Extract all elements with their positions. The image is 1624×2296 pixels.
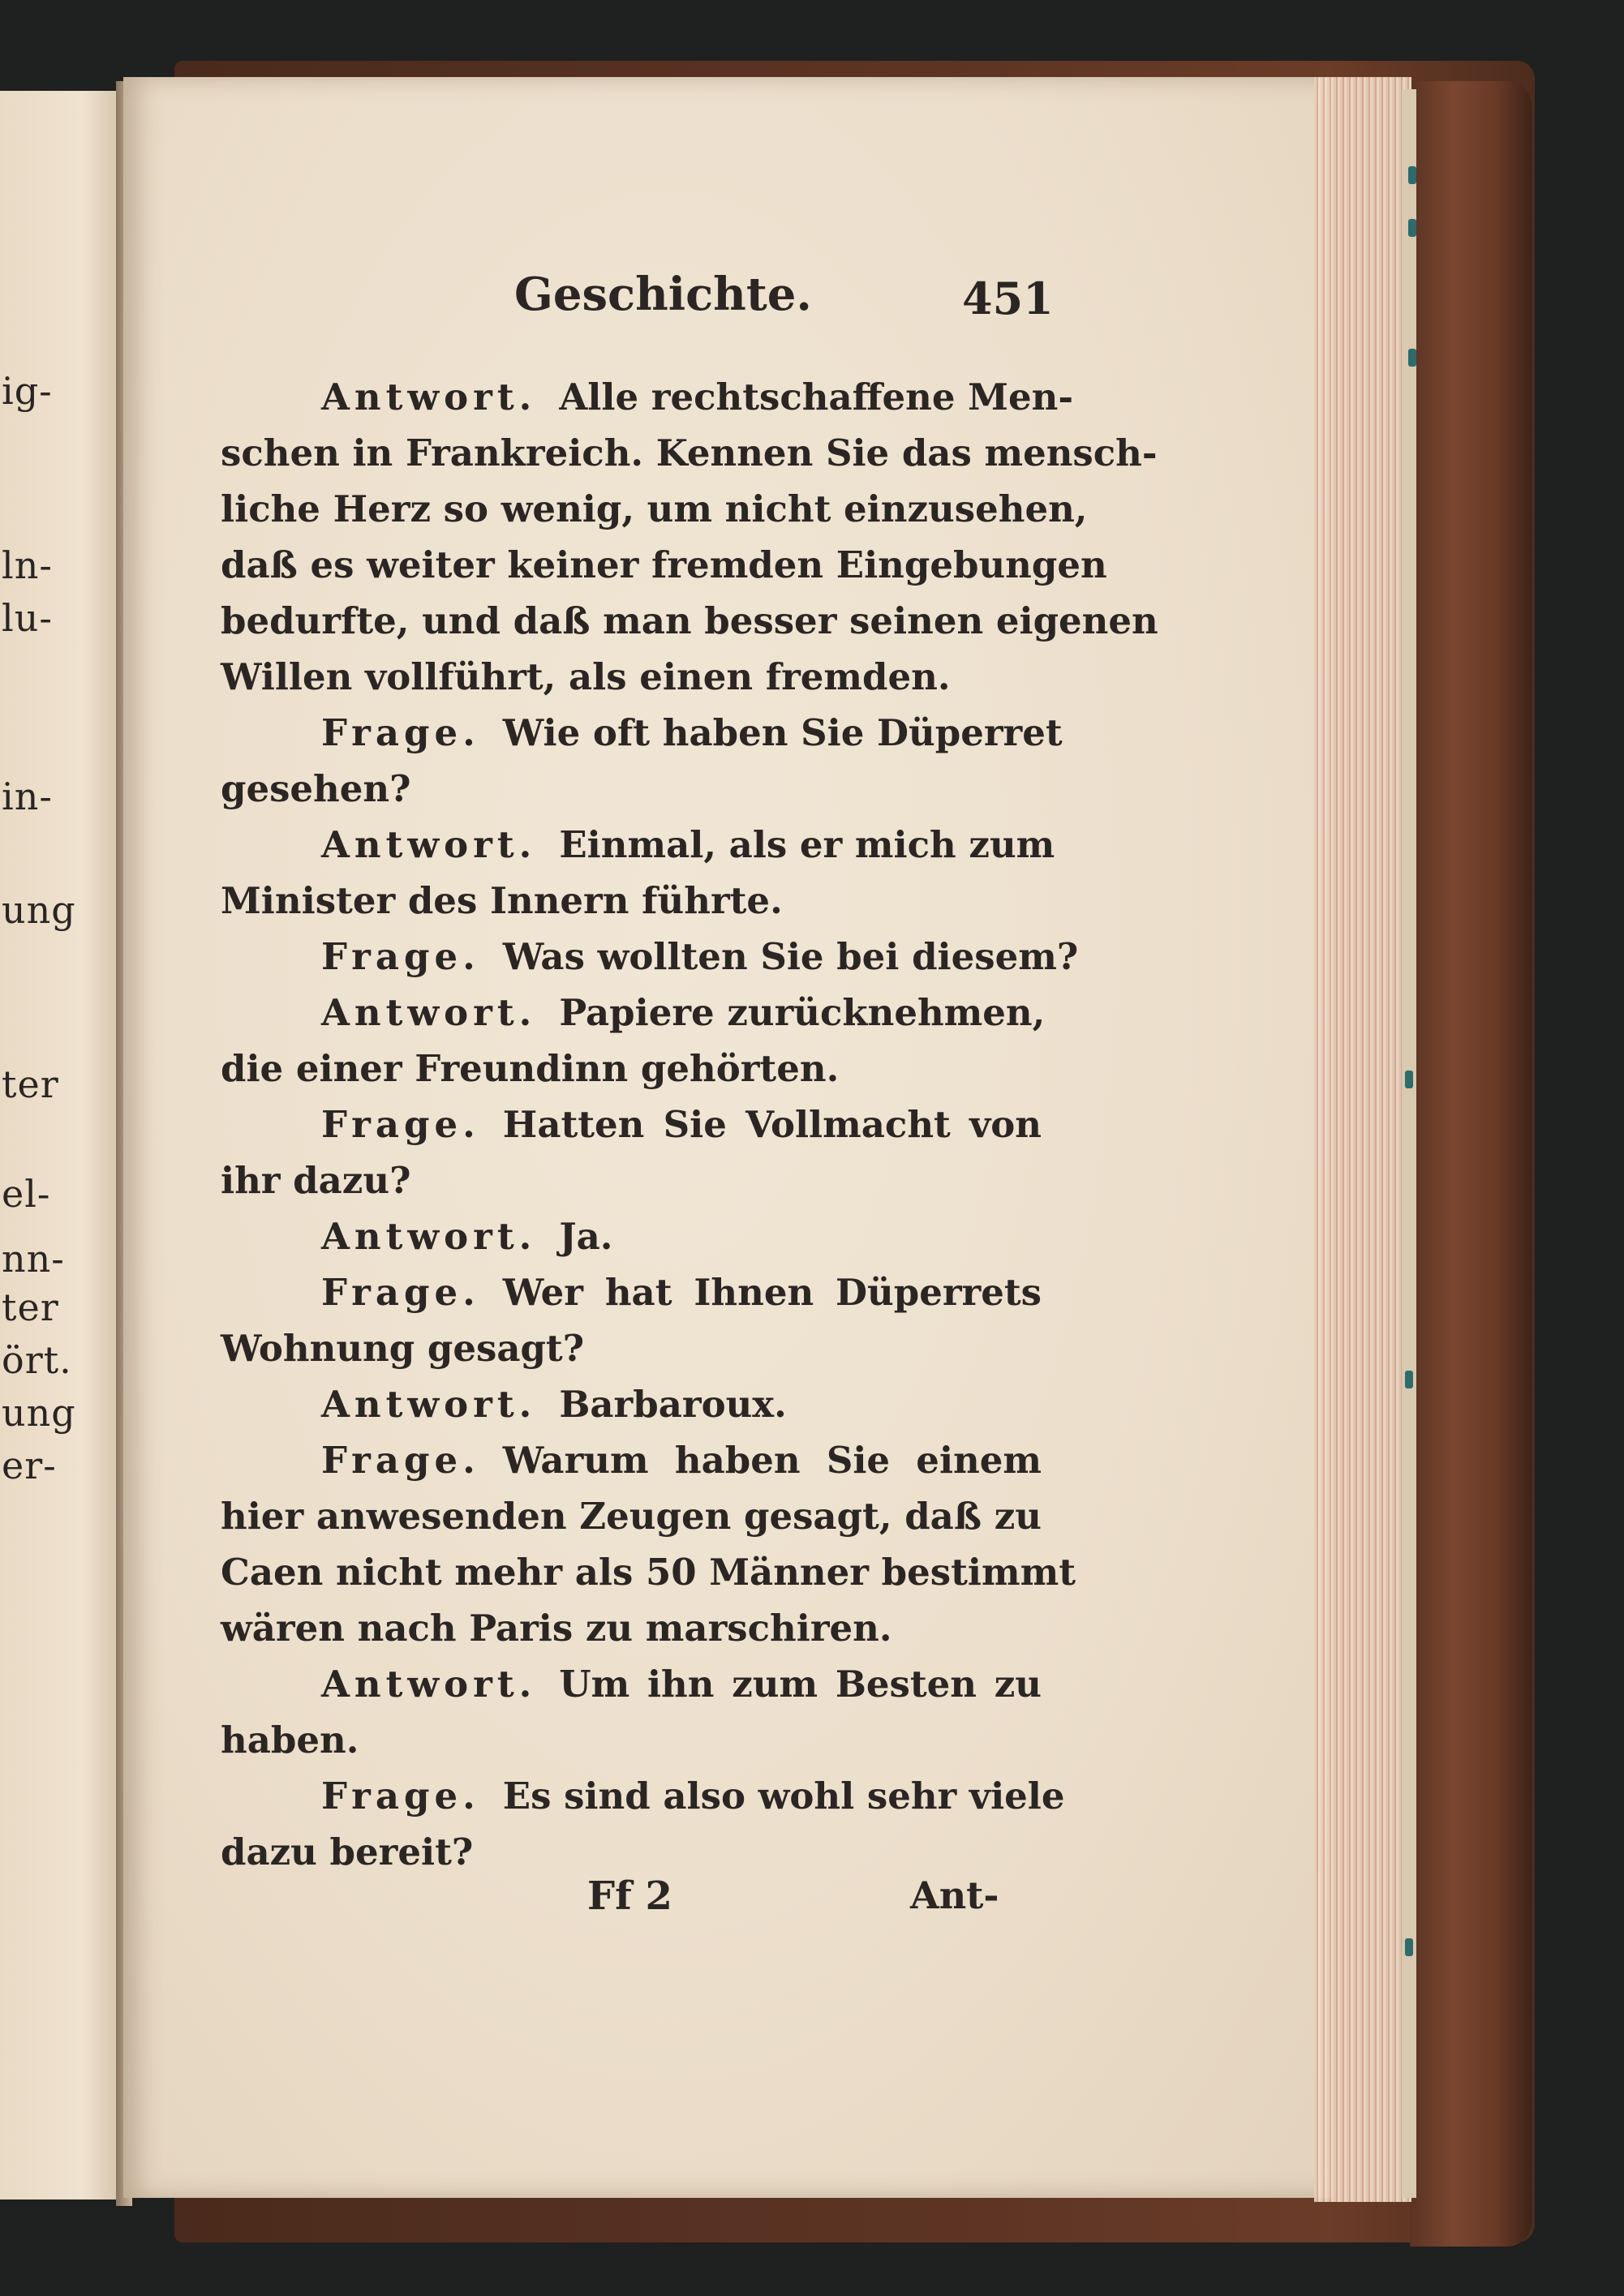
text-line bbox=[321, 1772, 1065, 1821]
text-line bbox=[221, 1548, 1076, 1597]
edge-mark bbox=[1405, 1371, 1413, 1388]
line-text: Caen nicht mehr als 50 Männer bestimmt bbox=[221, 1551, 1076, 1594]
line-text: die einer Freundinn gehörten. bbox=[221, 1047, 840, 1090]
line-text: Wohnung gesagt? bbox=[221, 1327, 585, 1370]
text-line bbox=[221, 653, 1042, 702]
text-line bbox=[321, 1380, 1042, 1429]
line-text: bedurfte, und daß man besser seinen eigenen bbox=[221, 599, 1158, 642]
signature-mark: Ff 2 bbox=[587, 1873, 672, 1919]
text-line bbox=[221, 877, 1042, 925]
speaker-label: Antwort. bbox=[321, 823, 537, 866]
edge-mark bbox=[1405, 1938, 1413, 1956]
edge-mark bbox=[1408, 166, 1416, 184]
text-line bbox=[321, 1101, 1042, 1149]
text-line bbox=[221, 1492, 1042, 1541]
text-line bbox=[321, 821, 1055, 869]
line-text: Papiere zurücknehmen, bbox=[559, 991, 1046, 1034]
page-number: 451 bbox=[962, 273, 1054, 324]
line-text: Warum haben Sie einem bbox=[502, 1439, 1042, 1482]
line-text: Einmal, als er mich zum bbox=[559, 823, 1055, 866]
left-page-fragment: ung bbox=[2, 888, 76, 932]
line-text: Wie oft haben Sie Düperret bbox=[502, 711, 1063, 754]
left-page-fragment: ln- bbox=[2, 543, 53, 587]
line-text: dazu bereit? bbox=[221, 1830, 474, 1873]
text-line bbox=[221, 1045, 1042, 1093]
left-page-fragment: ter bbox=[2, 1062, 59, 1106]
text-line bbox=[221, 765, 1042, 813]
left-page-fragment: el- bbox=[2, 1172, 51, 1216]
text-line bbox=[221, 597, 1158, 646]
line-text: ihr dazu? bbox=[221, 1159, 411, 1202]
left-page-fragment: lu- bbox=[2, 596, 53, 640]
text-line bbox=[221, 541, 1107, 590]
edge-mark bbox=[1408, 219, 1416, 237]
text-line bbox=[221, 1716, 1042, 1765]
running-head-title: Geschichte. bbox=[514, 268, 812, 321]
line-text: Ja. bbox=[559, 1215, 613, 1258]
speaker-label: Antwort. bbox=[321, 1383, 537, 1426]
text-line bbox=[221, 1324, 1042, 1373]
line-text: daß es weiter keiner fremden Eingebungen bbox=[221, 543, 1107, 586]
text-line bbox=[321, 989, 1046, 1037]
text-line bbox=[221, 1828, 1042, 1877]
left-page-fragment: er- bbox=[2, 1444, 57, 1487]
left-page-fragment: ter bbox=[2, 1285, 59, 1329]
speaker-label: Frage. bbox=[321, 935, 480, 978]
book-cover-edge bbox=[1410, 81, 1532, 2247]
line-text: Willen vollführt, als einen fremden. bbox=[221, 655, 951, 698]
text-line bbox=[321, 933, 1079, 981]
left-page-fragment: in- bbox=[2, 775, 53, 818]
text-line bbox=[221, 429, 1158, 478]
text-line bbox=[221, 485, 1088, 534]
speaker-label: Frage. bbox=[321, 1103, 480, 1146]
line-text: schen in Frankreich. Kennen Sie das mensch- bbox=[221, 431, 1158, 474]
left-page-fragment: ig- bbox=[2, 369, 53, 413]
line-text: Es sind also wohl sehr viele bbox=[502, 1775, 1065, 1817]
text-line bbox=[321, 709, 1063, 757]
line-text: Alle rechtschaffene Men- bbox=[559, 376, 1074, 418]
speaker-label: Antwort. bbox=[321, 991, 537, 1034]
line-text: liche Herz so wenig, um nicht einzusehen, bbox=[221, 487, 1088, 530]
line-text: Wer hat Ihnen Düperrets bbox=[502, 1271, 1042, 1314]
text-line bbox=[321, 373, 1074, 422]
line-text: Um ihn zum Besten zu bbox=[559, 1663, 1042, 1706]
text-line bbox=[321, 1268, 1042, 1317]
left-page-fragment: ung bbox=[2, 1391, 76, 1435]
line-text: Was wollten Sie bei diesem? bbox=[502, 935, 1079, 978]
edge-mark bbox=[1408, 349, 1416, 367]
page-edges-inner bbox=[1402, 89, 1416, 2198]
left-page-fragment: nn- bbox=[2, 1237, 65, 1281]
line-text: wären nach Paris zu marschiren. bbox=[221, 1607, 892, 1650]
text-line bbox=[221, 1604, 1042, 1653]
line-text: Minister des Innern führte. bbox=[221, 879, 783, 922]
text-line bbox=[221, 1157, 1042, 1205]
line-text: Hatten Sie Vollmacht von bbox=[502, 1103, 1042, 1146]
catchword: Ant- bbox=[910, 1873, 999, 1917]
speaker-label: Antwort. bbox=[321, 1215, 537, 1258]
speaker-label: Frage. bbox=[321, 1775, 480, 1817]
speaker-label: Antwort. bbox=[321, 1663, 537, 1706]
page-edges bbox=[1314, 77, 1411, 2202]
edge-mark bbox=[1405, 1071, 1413, 1088]
text-line bbox=[321, 1436, 1042, 1485]
line-text: hier anwesenden Zeugen gesagt, daß zu bbox=[221, 1495, 1042, 1538]
left-page-fragment: ört. bbox=[2, 1338, 72, 1382]
text-line bbox=[321, 1660, 1042, 1709]
speaker-label: Frage. bbox=[321, 1271, 480, 1314]
speaker-label: Frage. bbox=[321, 711, 480, 754]
line-text: haben. bbox=[221, 1719, 359, 1762]
text-line bbox=[321, 1212, 1042, 1261]
speaker-label: Antwort. bbox=[321, 376, 537, 418]
speaker-label: Frage. bbox=[321, 1439, 480, 1482]
line-text: Barbaroux. bbox=[559, 1383, 787, 1426]
line-text: gesehen? bbox=[221, 767, 411, 810]
